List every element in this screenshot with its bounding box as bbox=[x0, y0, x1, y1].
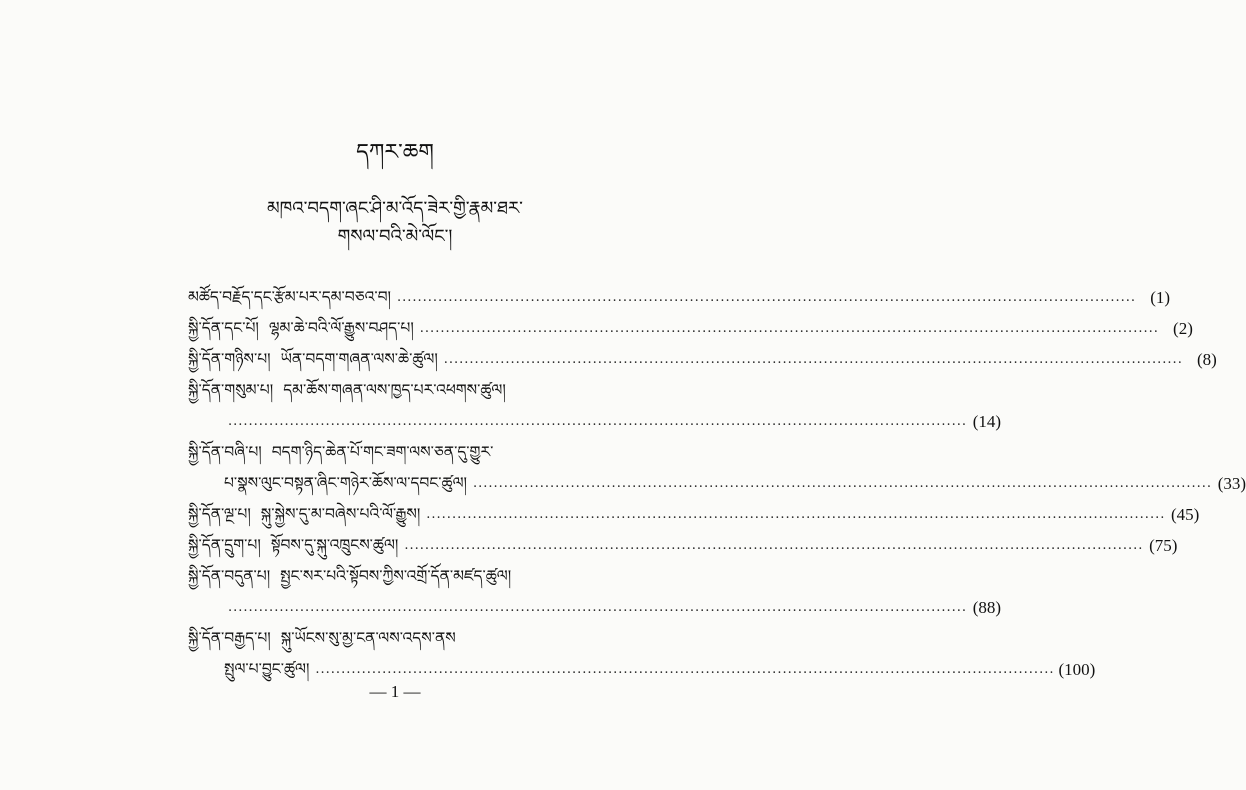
toc-entry-chapter-2[interactable] bbox=[188, 344, 1217, 375]
dot-leader bbox=[444, 344, 1183, 375]
toc-entry-text: མཚོད་བརྗོད་དང་རྩོམ་པར་དམ་བཅའ་བ། bbox=[188, 288, 391, 306]
toc-chapter-label: སྐྱི་དོན་བརྒྱད་པ། bbox=[188, 629, 271, 647]
dot-leader bbox=[315, 654, 1054, 685]
toc-entry-text: དམ་ཆོས་གཞན་ལས་ཁྱད་པར་འཕགས་ཚུལ། bbox=[283, 381, 506, 399]
toc-entry-text: སྐུ་ཡོངས་སུ་མྱ་ངན་ལས་འདས་ནས bbox=[280, 629, 456, 647]
toc-row bbox=[188, 561, 583, 592]
toc-entry-text-continued: པ་སྣས་ལུང་བསྟན་ཞིང་གཉེར་ཆོས་ལ་དབང་ཚུལ། bbox=[224, 474, 467, 492]
toc-row bbox=[188, 344, 1217, 375]
dot-leader bbox=[473, 468, 1212, 499]
toc-entry-preface[interactable] bbox=[188, 282, 1171, 313]
toc-entry-chapter-8[interactable] bbox=[188, 623, 1096, 685]
toc-page-number: (1) bbox=[1150, 288, 1171, 307]
toc-entry-chapter-4[interactable] bbox=[188, 437, 1246, 499]
toc-entry-chapter-1[interactable] bbox=[188, 313, 1193, 344]
toc-heading: དཀར་ཆག bbox=[356, 140, 434, 165]
toc-row bbox=[188, 530, 1178, 561]
dot-leader bbox=[228, 592, 967, 623]
dot-leader bbox=[420, 313, 1159, 344]
toc-page-number: (75) bbox=[1149, 536, 1178, 555]
toc-page-number: (2) bbox=[1173, 319, 1193, 338]
toc-chapter-label: སྐྱི་དོན་བདུན་པ། bbox=[188, 567, 271, 585]
toc-row bbox=[188, 282, 1171, 313]
toc-row bbox=[188, 313, 1193, 344]
toc-entry-text: སྟོབས་དུ་སྐུ་འཁྲུངས་ཚུལ། bbox=[270, 536, 399, 554]
toc-row bbox=[188, 437, 583, 468]
toc-entry-chapter-6[interactable] bbox=[188, 530, 1178, 561]
toc-entry-text: བདག་ཉིད་ཆེན་པོ་གང་ཟག་ལས་ཅན་དུ་གྱུར་ bbox=[271, 443, 494, 461]
toc-entry-text: སྤྱང་སར་པའི་སྟོབས་ཀྱིས་འགྲོ་དོན་མཛད་ཚུལ། bbox=[280, 567, 512, 585]
toc-chapter-label: སྐྱི་དོན་བཞི་པ། bbox=[188, 443, 262, 461]
toc-chapter-label: སྐྱི་དོན་གསུམ་པ། bbox=[188, 381, 274, 399]
toc-entry-text: སྐུ་སྐྱེས་དུ་མ་བཞེས་པའི་ལོ་རྒྱུས། bbox=[260, 505, 421, 523]
toc-entry-text: ལྷམ་ཆེ་བའི་ལོ་རྒྱུས་བཤད་པ། bbox=[268, 319, 414, 337]
toc-row bbox=[188, 623, 583, 654]
toc-row bbox=[188, 499, 1200, 530]
toc-row bbox=[188, 375, 583, 406]
toc-chapter-label: སྐྱི་དོན་དྲུག་པ། bbox=[188, 536, 261, 554]
toc-page-number: (88) bbox=[972, 598, 1002, 617]
toc-entry-chapter-7[interactable] bbox=[188, 561, 1002, 623]
page-number-footer: — 1 — bbox=[369, 682, 421, 701]
toc-entry-chapter-3[interactable] bbox=[188, 375, 1002, 437]
dot-leader bbox=[228, 406, 967, 437]
dot-leader bbox=[397, 282, 1136, 313]
toc-entry-chapter-5[interactable] bbox=[188, 499, 1200, 530]
toc-chapter-label: སྐྱི་དོན་གཉིས་པ། bbox=[188, 350, 271, 368]
table-of-contents bbox=[188, 282, 1246, 685]
toc-row-continuation bbox=[188, 592, 1002, 623]
book-title-line-2: གསལ་བའི་མེ་ལོང་། bbox=[337, 226, 453, 247]
dot-leader bbox=[404, 530, 1143, 561]
dot-leader bbox=[426, 499, 1165, 530]
toc-entry-text: ཡོན་བདག་གཞན་ལས་ཆེ་ཚུལ། bbox=[280, 350, 438, 368]
toc-page-number: (45) bbox=[1171, 505, 1200, 524]
toc-page-number: (100) bbox=[1058, 660, 1096, 679]
toc-row-continuation bbox=[188, 468, 1246, 499]
toc-chapter-label: སྐྱི་དོན་ལྔ་པ། bbox=[188, 505, 251, 523]
toc-page-number: (8) bbox=[1197, 350, 1217, 369]
book-title-line-1: མཁའ་བདག་ཞང་ཤི་མ་འོད་ཟེར་གྱི་རྣམ་ཐར་ bbox=[267, 198, 523, 219]
toc-row-continuation bbox=[188, 406, 1002, 437]
toc-chapter-label: སྐྱི་དོན་དང་པོ། bbox=[188, 319, 259, 337]
toc-page-number: (33) bbox=[1217, 474, 1246, 493]
book-title bbox=[0, 195, 790, 251]
toc-row-continuation bbox=[188, 654, 1096, 685]
toc-page-number: (14) bbox=[972, 412, 1002, 431]
toc-entry-text-continued: སྤུལ་པ་བྱུང་ཚུལ། bbox=[224, 660, 310, 678]
